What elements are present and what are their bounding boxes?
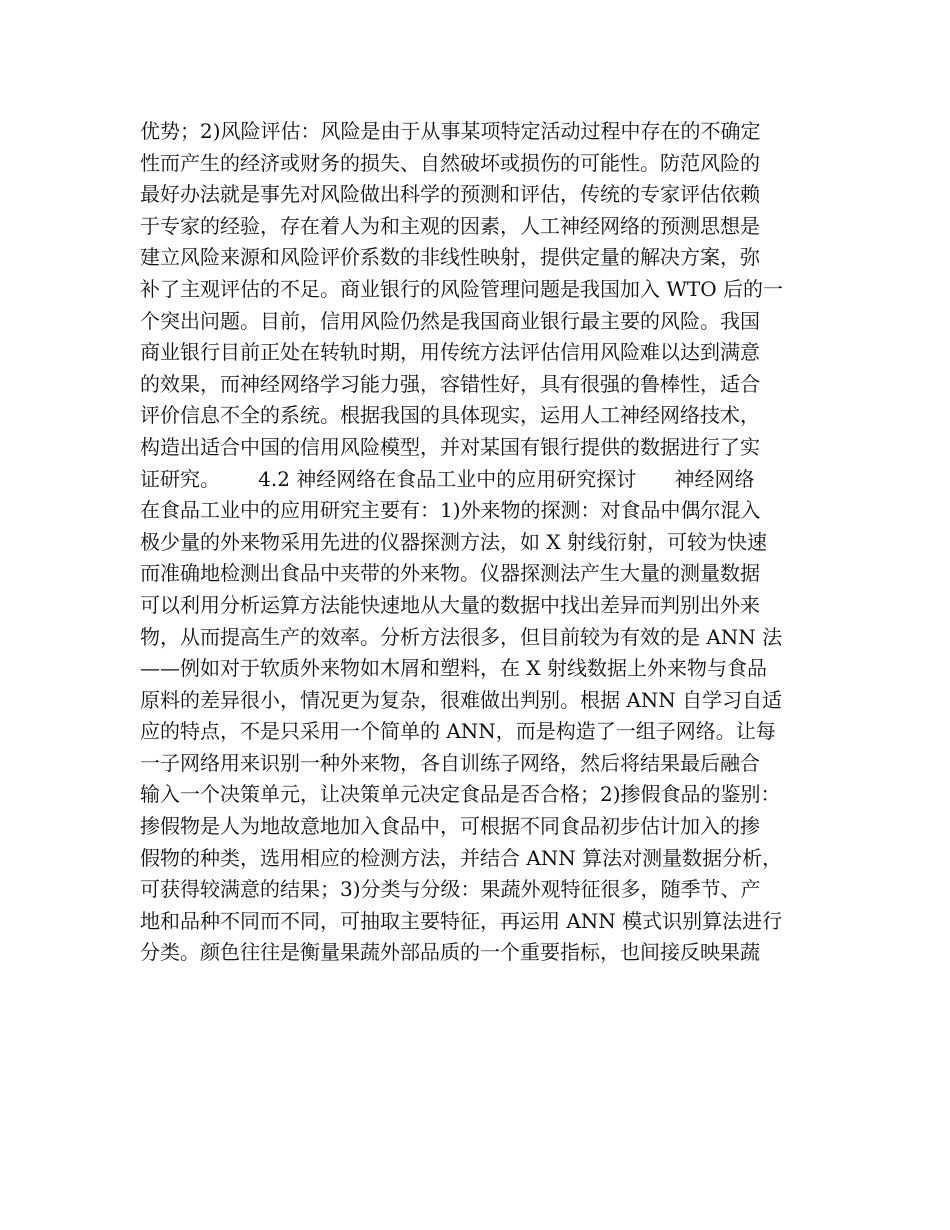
text-line: 而准确地检测出食品中夹带的外来物。仪器探测法产生大量的测量数据 bbox=[140, 561, 760, 586]
text-line: 优势；2)风险评估：风险是由于从事某项特定活动过程中存在的不确定 bbox=[140, 119, 761, 143]
text-line: 可以利用分析运算方法能快速地从大量的数据中找出差异而判别出外来 bbox=[140, 592, 760, 617]
body-text bbox=[140, 116, 830, 969]
text-line: ——例如对于软质外来物如木屑和塑料，在 X 射线数据上外来物与食品 bbox=[140, 656, 767, 681]
text-line: 证研究。 4.2 神经网络在食品工业中的应用研究探讨 神经网络 bbox=[140, 466, 755, 491]
text-line: 输入一个决策单元，让决策单元决定食品是否合格；2)掺假食品的鉴别： bbox=[140, 782, 781, 807]
text-line: 评价信息不全的系统。根据我国的具体现实，运用人工神经网络技术， bbox=[140, 403, 760, 428]
text-line: 补了主观评估的不足。商业银行的风险管理问题是我国加入 WTO 后的一 bbox=[140, 276, 784, 301]
text-line: 地和品种不同而不同，可抽取主要特征，再运用 ANN 模式识别算法进行 bbox=[140, 908, 783, 933]
text-line: 极少量的外来物采用先进的仪器探测方法，如 X 射线衍射，可较为快速 bbox=[140, 529, 767, 554]
text-line: 一子网络用来识别一种外来物，各自训练子网络，然后将结果最后融合 bbox=[140, 750, 760, 775]
text-line: 原料的差异很小，情况更为复杂，很难做出判别。根据 ANN 自学习自适 bbox=[140, 687, 783, 712]
text-line: 物，从而提高生产的效率。分析方法很多，但目前较为有效的是 ANN 法 bbox=[140, 624, 783, 649]
text-line: 于专家的经验，存在着人为和主观的因素，人工神经网络的预测思想是 bbox=[140, 213, 760, 238]
text-line: 建立风险来源和风险评价系数的非线性映射，提供定量的解决方案，弥 bbox=[140, 245, 760, 270]
text-line: 在食品工业中的应用研究主要有：1)外来物的探测：对食品中偶尔混入 bbox=[140, 498, 761, 523]
text-line: 应的特点，不是只采用一个简单的 ANN，而是构造了一组子网络。让每 bbox=[140, 719, 776, 744]
text-line: 分类。颜色往往是衡量果蔬外部品质的一个重要指标，也间接反映果蔬 bbox=[140, 940, 760, 965]
text-line: 假物的种类，选用相应的检测方法，并结合 ANN 算法对测量数据分析， bbox=[140, 845, 783, 870]
text-line: 商业银行目前正处在转轨时期，用传统方法评估信用风险难以达到满意 bbox=[140, 340, 760, 365]
text-line: 掺假物是人为地故意地加入食品中，可根据不同食品初步估计加入的掺 bbox=[140, 814, 760, 839]
text-line: 性而产生的经济或财务的损失、自然破坏或损伤的可能性。防范风险的 bbox=[140, 150, 760, 175]
text-line: 个突出问题。目前，信用风险仍然是我国商业银行最主要的风险。我国 bbox=[140, 308, 760, 333]
text-line: 可获得较满意的结果；3)分类与分级：果蔬外观特征很多，随季节、产 bbox=[140, 877, 761, 902]
text-line: 最好办法就是事先对风险做出科学的预测和评估，传统的专家评估依赖 bbox=[140, 182, 760, 207]
text-line: 的效果，而神经网络学习能力强，容错性好，具有很强的鲁棒性，适合 bbox=[140, 371, 760, 396]
text-line: 构造出适合中国的信用风险模型，并对某国有银行提供的数据进行了实 bbox=[140, 434, 760, 459]
